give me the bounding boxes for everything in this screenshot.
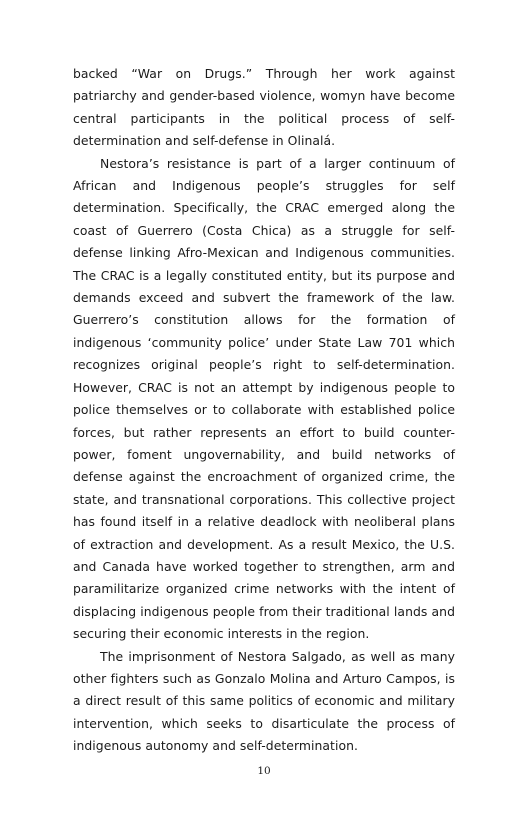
page-number: 10: [257, 765, 271, 777]
paragraph-nestora-resistance: Nestora’s resistance is part of a larger continuum of African and Indigenous people’s struggles for self determination. Specifically, the CRAC emerged along the coast of Guerrero (Costa Chica) as a struggle for self-defense linking Afro-Mexican and Indigenous communities. The CRAC is a legally constituted entity, but its purpose and demands exceed and subvert the framework of the law. Guerrero’s constitution allows for the formation of indigenous ‘community police’ under State Law 701 which recognizes original people’s right to self-determination. However, CRAC is not an attempt by indigenous people to police themselves or to collaborate with established police forces, but rather represents an effort to build counter-power, foment ungovernability, and build networks of defense against the encroachment of organized crime, the state, and transnational corporations. This collective project has found itself in a relative deadlock with neoliberal plans of extraction and development. As a result Mexico, the U.S. and Canada have worked together to strengthen, arm and paramilitarize organized crime networks with the intent of displacing indigenous people from their traditional lands and securing their economic interests in the region.: [73, 155, 455, 642]
paragraph-imprisonment: The imprisonment of Nestora Salgado, as well as many other fighters such as Gonzalo Molina and Arturo Campos, is a direct result of this same politics of economic and military intervention, which seeks to disarticulate the process of indigenous autonomy and self-determination.: [73, 648, 455, 754]
paragraph-continuation: backed “War on Drugs.” Through her work against patriarchy and gender-based violence, womyn have become central participants in the political process of self-determination and self-defense in Olinalá.: [73, 66, 455, 149]
body-text: [73, 63, 455, 758]
